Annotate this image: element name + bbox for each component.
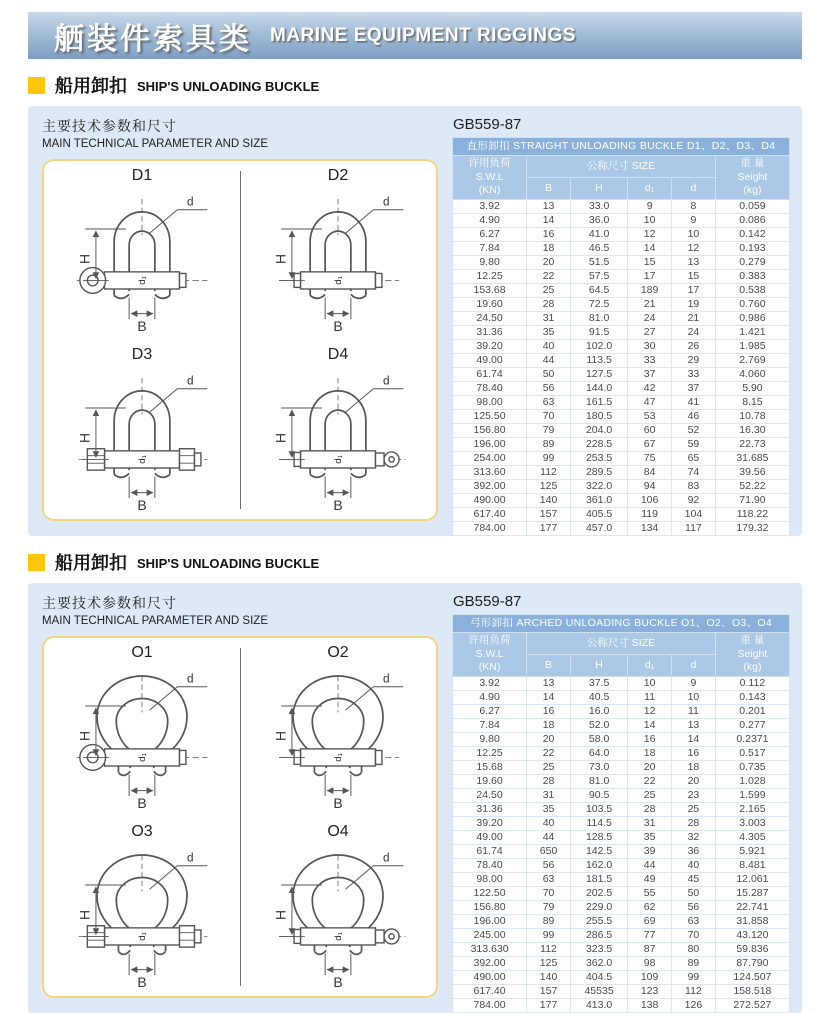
diagram-label: O1 — [131, 643, 153, 661]
svg-text:d: d — [382, 671, 390, 685]
svg-text:B: B — [333, 973, 343, 990]
straight-buckle-table-body — [453, 199, 790, 535]
table-row: 7.84 18 46.5 14 12 0.193 — [453, 241, 790, 255]
table-row: 125.50 70 180.5 53 46 10.78 — [453, 409, 790, 423]
svg-text:d: d — [186, 671, 194, 685]
table-row: 49.00 44 113.5 33 29 2.769 — [453, 353, 790, 367]
diagram-o3 — [44, 817, 240, 996]
svg-text:H: H — [272, 432, 289, 443]
section-2-panel — [28, 583, 802, 1013]
column-header-b: B — [527, 177, 571, 199]
yellow-bullet-icon — [28, 77, 45, 94]
page-banner — [28, 12, 802, 59]
svg-text:B: B — [333, 794, 343, 811]
svg-text:d: d — [382, 194, 390, 208]
table-row: 78.40 56 162.0 44 40 8.481 — [453, 858, 790, 872]
svg-text:H: H — [76, 909, 93, 920]
column-header-d1: d₁ — [628, 654, 672, 676]
svg-text:H: H — [272, 253, 289, 264]
diagram-o1 — [44, 638, 240, 817]
table-row: 98.00 63 161.5 47 41 8.15 — [453, 395, 790, 409]
table-row: 98.00 63 181.5 49 45 12.061 — [453, 872, 790, 886]
svg-text:d₁: d₁ — [333, 454, 345, 464]
table-row: 156.80 79 204.0 60 52 16.30 — [453, 423, 790, 437]
svg-text:d₁: d₁ — [333, 275, 345, 285]
table-row: 313.60 112 289.5 84 74 39.56 — [453, 465, 790, 479]
diagram-box-straight-shackles — [42, 159, 438, 521]
section-heading-chinese: 船用卸扣 — [55, 553, 127, 573]
svg-text:B: B — [137, 973, 147, 990]
diagram-label: D3 — [131, 345, 153, 363]
dee-shackle-round-head-pin-drawing — [254, 363, 422, 513]
svg-text:d: d — [382, 850, 390, 864]
table-row: 490.00 140 361.0 106 92 71.90 — [453, 493, 790, 507]
table-row: 196.00 89 255.5 69 63 31.858 — [453, 914, 790, 928]
column-header-size: 公称尺寸 SIZE — [527, 633, 716, 655]
svg-text:d: d — [186, 850, 194, 864]
table-row: 3.92 13 37.5 10 9 0.112 — [453, 676, 790, 690]
param-title-chinese: 主要技术参数和尺寸 — [42, 595, 177, 611]
table-row: 39.20 40 114.5 31 28 3.003 — [453, 816, 790, 830]
table-row: 156.80 79 229.0 62 56 22.741 — [453, 900, 790, 914]
arched-buckle-spec-table — [452, 614, 790, 1013]
column-header-weight: 重 量 Seight (kg) — [715, 156, 789, 200]
svg-text:d₁: d₁ — [137, 931, 149, 941]
diagram-label: D4 — [327, 345, 349, 363]
svg-text:B: B — [137, 496, 147, 513]
section-heading-chinese: 船用卸扣 — [55, 76, 127, 96]
table-row: 12.25 22 57.5 17 15 0.383 — [453, 269, 790, 283]
svg-text:d: d — [382, 373, 390, 387]
table-row: 153.68 25 64.5 189 17 0.538 — [453, 283, 790, 297]
svg-text:d: d — [186, 194, 194, 208]
table-title: 弓形卸扣 ARCHED UNLOADING BUCKLE O1、O2、O3、O4 — [453, 615, 790, 633]
svg-text:H: H — [76, 730, 93, 741]
column-header-d: d — [672, 177, 716, 199]
svg-text:H: H — [272, 730, 289, 741]
table-row: 6.27 16 16.0 12 11 0.201 — [453, 704, 790, 718]
diagram-label: O4 — [327, 822, 349, 840]
diagram-o2 — [240, 638, 436, 817]
diagram-box-arched-shackles — [42, 636, 438, 998]
param-title-english: MAIN TECHNICAL PARAMETER AND SIZE — [42, 615, 268, 627]
table-row: 39.20 40 102.0 30 26 1.985 — [453, 339, 790, 353]
table-row: 4.90 14 40.5 11 10 0.143 — [453, 690, 790, 704]
section-heading-english: SHIP'S UNLOADING BUCKLE — [137, 556, 320, 571]
svg-text:d₁: d₁ — [333, 752, 345, 762]
bow-shackle-round-head-pin-drawing — [254, 840, 422, 990]
param-title-chinese: 主要技术参数和尺寸 — [42, 118, 177, 134]
bow-shackle-flush-pin-drawing — [254, 661, 422, 811]
diagram-label: D2 — [327, 166, 349, 184]
svg-text:B: B — [333, 496, 343, 513]
column-header-weight: 重 量 Seight (kg) — [715, 633, 789, 677]
table-row: 61.74 50 127.5 37 33 4.060 — [453, 367, 790, 381]
column-header-swl: 许用负荷 S.W.L (KN) — [453, 156, 527, 200]
diagram-label: O2 — [327, 643, 349, 661]
section-2-table-column — [452, 593, 790, 1011]
table-row: 392.00 125 322.0 94 83 52.22 — [453, 479, 790, 493]
svg-text:H: H — [76, 432, 93, 443]
section-1-heading — [28, 72, 802, 98]
table-row: 617.40 157 45535 123 112 158.518 — [453, 984, 790, 998]
table-row: 784.00 177 457.0 134 117 179.32 — [453, 521, 790, 535]
table-row: 19.60 28 81.0 22 20 1.028 — [453, 774, 790, 788]
table-row: 61.74 650 142.5 39 36 5.921 — [453, 844, 790, 858]
column-header-d1: d₁ — [628, 177, 672, 199]
column-header-swl: 许用负荷 S.W.L (KN) — [453, 633, 527, 677]
table-row: 49.00 44 128.5 35 32 4.305 — [453, 830, 790, 844]
column-header-h: H — [570, 654, 627, 676]
table-row: 15.68 25 73.0 20 18 0.735 — [453, 760, 790, 774]
svg-text:d: d — [186, 373, 194, 387]
diagram-label: O3 — [131, 822, 153, 840]
svg-text:H: H — [76, 253, 93, 264]
table-row: 784.00 177 413.0 138 126 272.527 — [453, 998, 790, 1012]
column-header-h: H — [570, 177, 627, 199]
table-row: 9.80 20 51.5 15 13 0.279 — [453, 255, 790, 269]
svg-text:d₁: d₁ — [137, 752, 149, 762]
section-1-table-column — [452, 116, 790, 534]
svg-text:d₁: d₁ — [333, 931, 345, 941]
table-row: 24.50 31 81.0 24 21 0.986 — [453, 311, 790, 325]
dee-shackle-flush-pin-drawing — [254, 184, 422, 334]
column-header-size: 公称尺寸 SIZE — [527, 156, 716, 178]
table-row: 313.630 112 323.5 87 80 59.836 — [453, 942, 790, 956]
arched-buckle-table-body — [453, 676, 790, 1012]
table-row: 31.36 35 91.5 27 24 1.421 — [453, 325, 790, 339]
section-1-diagram-column — [42, 116, 438, 526]
table-row: 12.25 22 64.0 18 16 0.517 — [453, 746, 790, 760]
svg-text:B: B — [137, 794, 147, 811]
column-header-b: B — [527, 654, 571, 676]
bow-shackle-eye-pin-drawing — [58, 661, 226, 811]
table-row: 78.40 56 144.0 42 37 5.90 — [453, 381, 790, 395]
straight-buckle-spec-table — [452, 137, 790, 536]
diagram-d2 — [240, 161, 436, 340]
standard-number: GB559-87 — [453, 116, 522, 133]
svg-text:d₁: d₁ — [137, 454, 149, 464]
standard-number: GB559-87 — [453, 593, 522, 610]
section-2-heading — [28, 549, 802, 575]
column-header-d: d — [672, 654, 716, 676]
svg-text:H: H — [272, 909, 289, 920]
table-row: 3.92 13 33.0 9 8 0.059 — [453, 199, 790, 213]
svg-text:B: B — [137, 317, 147, 334]
table-row: 6.27 16 41.0 12 10 0.142 — [453, 227, 790, 241]
table-row: 490.00 140 404.5 109 99 124.507 — [453, 970, 790, 984]
table-row: 196.00 89 228.5 67 59 22.73 — [453, 437, 790, 451]
section-heading-english: SHIP'S UNLOADING BUCKLE — [137, 79, 320, 94]
table-row: 19.60 28 72.5 21 19 0.760 — [453, 297, 790, 311]
table-row: 122.50 70 202.5 55 50 15.287 — [453, 886, 790, 900]
bow-shackle-bolt-pin-drawing — [58, 840, 226, 990]
table-title: 直形卸扣 STRAIGHT UNLOADING BUCKLE D1、D2、D3、D4 — [453, 138, 790, 156]
svg-text:d₁: d₁ — [137, 275, 149, 285]
param-title-english: MAIN TECHNICAL PARAMETER AND SIZE — [42, 138, 268, 150]
yellow-bullet-icon — [28, 554, 45, 571]
svg-text:B: B — [333, 317, 343, 334]
table-row: 254.00 99 253.5 75 65 31.685 — [453, 451, 790, 465]
diagram-label: D1 — [131, 166, 153, 184]
diagram-d3 — [44, 340, 240, 519]
table-row: 245.00 99 286.5 77 70 43.120 — [453, 928, 790, 942]
diagram-d1 — [44, 161, 240, 340]
table-row: 392.00 125 362.0 98 89 87.790 — [453, 956, 790, 970]
banner-title-chinese: 舾装件索具类 — [54, 22, 252, 56]
section-2-diagram-column — [42, 593, 438, 1003]
table-row: 7.84 18 52.0 14 13 0.277 — [453, 718, 790, 732]
diagram-d4 — [240, 340, 436, 519]
section-1-panel — [28, 106, 802, 536]
table-row: 24.50 31 90.5 25 23 1.599 — [453, 788, 790, 802]
table-row: 617.40 157 405.5 119 104 118.22 — [453, 507, 790, 521]
diagram-o4 — [240, 817, 436, 996]
dee-shackle-bolt-pin-drawing — [58, 363, 226, 513]
table-row: 9.80 20 58.0 16 14 0.2371 — [453, 732, 790, 746]
dee-shackle-eye-pin-drawing — [58, 184, 226, 334]
banner-title-english: MARINE EQUIPMENT RIGGINGS — [270, 24, 576, 46]
table-row: 31.36 35 103.5 28 25 2.165 — [453, 802, 790, 816]
table-row: 4.90 14 36.0 10 9 0.086 — [453, 213, 790, 227]
